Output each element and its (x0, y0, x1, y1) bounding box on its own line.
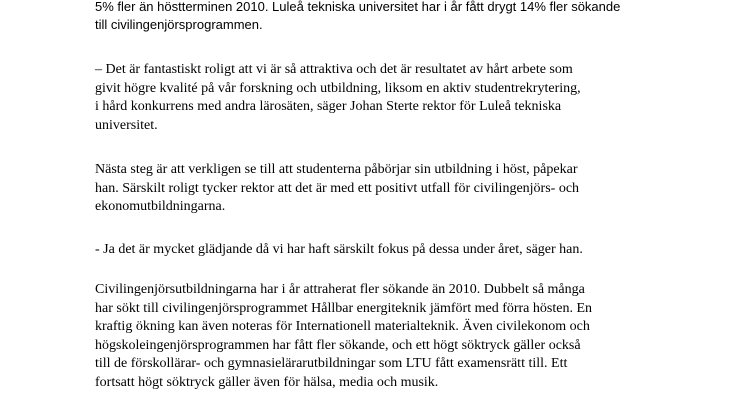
paragraph-line: Civilingenjörsutbildningarna har i år attraherat fler sökande än 2010. Dubbelt så många (95, 282, 585, 297)
paragraph-line: Nästa steg är att verkligen se till att studenterna påbörjar sin utbildning i höst, påpekar (95, 162, 578, 177)
paragraph-line: universitet. (95, 117, 158, 133)
paragraph-line: han. Särskilt roligt tycker rektor att det är med ett positivt utfall för civilingenjörs- och (95, 180, 580, 196)
paragraph-line: – Det är fantastiskt roligt att vi är så attraktiva och det är resultatet av hårt arbete som (95, 62, 573, 77)
next-step-paragraph (95, 161, 655, 217)
paragraph-line: till de förskollärar- och gymnasielärarutbildningar som LTU fått examensrätt till. Ett (95, 356, 568, 371)
paragraph-line: i hård konkurrens med andra lärosäten, säger Johan Sterte rektor för Luleå tekniska (95, 99, 562, 114)
paragraph-line: fortsatt högt söktryck gäller även för hälsa, media och musik. (95, 374, 439, 390)
paragraph-line: givit högre kvalité på vår forskning och utbildning, liksom en aktiv studentrekrytering, (95, 80, 581, 96)
focus-quote-paragraph (95, 241, 655, 260)
paragraph-line: - Ja det är mycket glädjande då vi har haft särskilt fokus på dessa under året, säger han. (95, 242, 583, 257)
intro-line: 5% fler än höstterminen 2010. Luleå tekniska universitet har i år fått drygt 14% fler sökande (95, 0, 621, 14)
paragraph-line: har sökt till civilingenjörsprogrammet Hållbar energiteknik jämfört med förra hösten. En (95, 300, 592, 316)
paragraph-line: kraftig ökning kan även noteras för Internationell materialteknik. Även civilekonom och (95, 319, 590, 334)
rector-quote-paragraph (95, 61, 655, 135)
programs-paragraph (95, 281, 655, 392)
paragraph-line: högskoleingenjörsprogrammen har fått fler sökande, och ett högt söktryck gäller också (95, 337, 581, 353)
paragraph-line: ekonomutbildningarna. (95, 199, 226, 214)
intro-paragraph (95, 0, 655, 34)
intro-line: till civilingenjörsprogrammen. (95, 17, 263, 32)
